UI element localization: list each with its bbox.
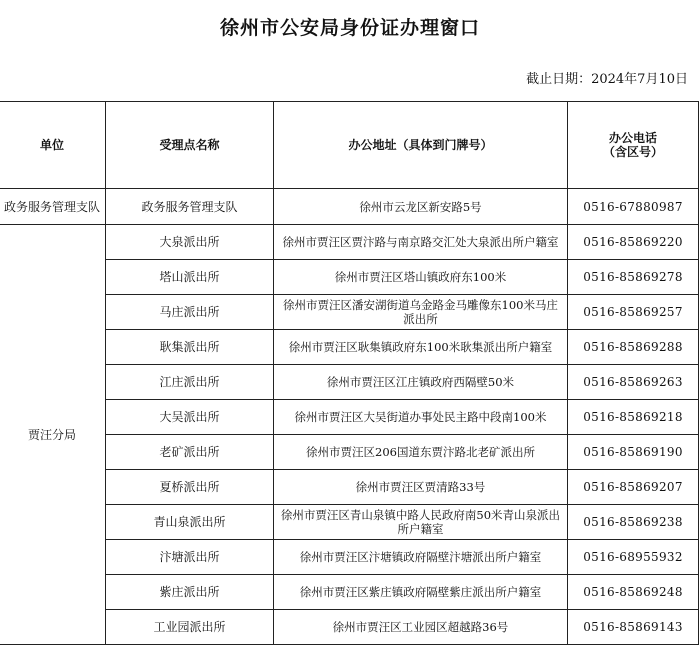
phone-cell: 0516-85869143 xyxy=(568,610,699,645)
address-cell: 徐州市贾汪区汴塘镇政府隔壁汴塘派出所户籍室 xyxy=(274,540,568,575)
address-cell: 徐州市贾汪区贾清路33号 xyxy=(274,470,568,505)
point-name-cell: 政务服务管理支队 xyxy=(106,189,274,225)
office-table xyxy=(0,101,699,645)
unit-cell: 贾汪分局 xyxy=(0,225,106,645)
table-row xyxy=(0,400,699,435)
table-row xyxy=(0,575,699,610)
table-row xyxy=(0,295,699,330)
header-phone xyxy=(568,102,699,189)
phone-cell: 0516-85869278 xyxy=(568,260,699,295)
phone-cell: 0516-85869218 xyxy=(568,400,699,435)
table-row xyxy=(0,540,699,575)
header-point-name: 受理点名称 xyxy=(106,102,274,189)
point-name-cell: 马庄派出所 xyxy=(106,295,274,330)
address-cell: 徐州市贾汪区塔山镇政府东100米 xyxy=(274,260,568,295)
address-cell: 徐州市贾汪区青山泉镇中路人民政府南50米青山泉派出所户籍室 xyxy=(274,505,568,540)
unit-cell: 政务服务管理支队 xyxy=(0,189,106,225)
address-cell: 徐州市贾汪区工业园区超越路36号 xyxy=(274,610,568,645)
table-row xyxy=(0,610,699,645)
table-row xyxy=(0,470,699,505)
address-cell: 徐州市贾汪区紫庄镇政府隔壁紫庄派出所户籍室 xyxy=(274,575,568,610)
table-row xyxy=(0,260,699,295)
point-name-cell: 青山泉派出所 xyxy=(106,505,274,540)
phone-cell: 0516-85869257 xyxy=(568,295,699,330)
point-name-cell: 大泉派出所 xyxy=(106,225,274,260)
phone-cell: 0516-67880987 xyxy=(568,189,699,225)
deadline-date: 截止日期：2024年7月10日 xyxy=(526,72,688,87)
address-cell: 徐州市贾汪区大吴街道办事处民主路中段南100米 xyxy=(274,400,568,435)
point-name-cell: 汴塘派出所 xyxy=(106,540,274,575)
address-cell: 徐州市贾汪区206国道东贾汴路北老矿派出所 xyxy=(274,435,568,470)
point-name-cell: 大吴派出所 xyxy=(106,400,274,435)
address-cell: 徐州市贾汪区潘安湖街道乌金路金马雕像东100米马庄派出所 xyxy=(274,295,568,330)
point-name-cell: 耿集派出所 xyxy=(106,330,274,365)
address-cell: 徐州市贾汪区耿集镇政府东100米耿集派出所户籍室 xyxy=(274,330,568,365)
point-name-cell: 塔山派出所 xyxy=(106,260,274,295)
address-cell: 徐州市贾汪区江庄镇政府西隔壁50米 xyxy=(274,365,568,400)
point-name-cell: 老矿派出所 xyxy=(106,435,274,470)
header-phone-label: 办公电话（含区号） xyxy=(603,131,664,159)
phone-cell: 0516-85869190 xyxy=(568,435,699,470)
phone-cell: 0516-85869220 xyxy=(568,225,699,260)
page-title: 徐州市公安局身份证办理窗口 xyxy=(219,17,480,39)
table-header-row xyxy=(0,102,699,189)
table-row xyxy=(0,435,699,470)
table-row xyxy=(0,225,699,260)
table-row xyxy=(0,189,699,225)
point-name-cell: 夏桥派出所 xyxy=(106,470,274,505)
phone-cell: 0516-85869238 xyxy=(568,505,699,540)
phone-cell: 0516-85869207 xyxy=(568,470,699,505)
phone-cell: 0516-85869288 xyxy=(568,330,699,365)
point-name-cell: 江庄派出所 xyxy=(106,365,274,400)
phone-cell: 0516-85869248 xyxy=(568,575,699,610)
header-unit: 单位 xyxy=(0,102,106,189)
address-cell: 徐州市贾汪区贾汴路与南京路交汇处大泉派出所户籍室 xyxy=(274,225,568,260)
point-name-cell: 工业园派出所 xyxy=(106,610,274,645)
point-name-cell: 紫庄派出所 xyxy=(106,575,274,610)
table-row xyxy=(0,330,699,365)
phone-cell: 0516-85869263 xyxy=(568,365,699,400)
header-address: 办公地址（具体到门牌号） xyxy=(274,102,568,189)
table-row xyxy=(0,365,699,400)
address-cell: 徐州市云龙区新安路5号 xyxy=(274,189,568,225)
table-row xyxy=(0,505,699,540)
phone-cell: 0516-68955932 xyxy=(568,540,699,575)
